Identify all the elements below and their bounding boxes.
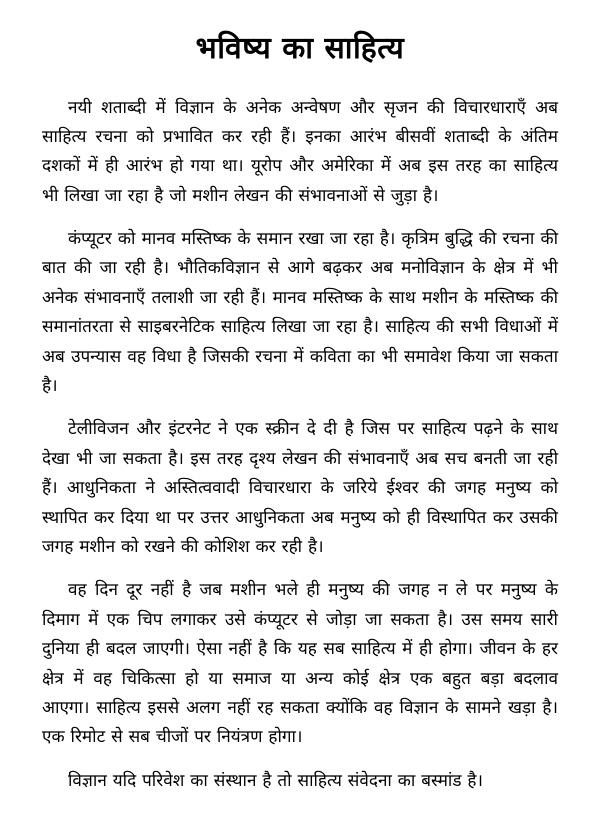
- paragraph: कंप्यूटर को मानव मस्तिष्क के समान रखा जा रहा है। कृत्रिम बुद्धि की रचना की बात की जा रही है। भौतिकविज्ञान से आगे बढ़कर अब मनोविज्ञान के क्षेत्र में भी अनेक संभावनाएँ तलाशी जा रही हैं। मानव मस्तिष्क के साथ मशीन के मस्तिष्क की समानांतरता से साइबरनेटिक साहित्य लिखा जा रहा है। साहित्य की सभी विधाओं में अब उपन्यास वह विधा है जिसकी रचना में कविता का भी समावेश किया जा सकता है।: [42, 229, 558, 397]
- paragraph: विज्ञान यदि परिवेश का संस्थान है तो साहित्य संवेदना का बस्मांड है।: [68, 770, 483, 791]
- paragraph: वह दिन दूर नहीं है जब मशीन भले ही मनुष्य की जगह न ले पर मनुष्य के दिमाग में एक चिप लगाकर उसे कंप्यूटर से जोड़ा जा सकता है। उस समय सारी दुनिया ही बदल जाएगी। ऐसा नहीं है कि यह सब साहित्य में ही होगा। जीवन के हर क्षेत्र में वह चिकित्सा हो या समाज या अन्य कोई क्षेत्र एक बहुत बड़ा बदलाव आएगा। साहित्य इससे अलग नहीं रह सकता क्योंकि वह विज्ञान के सामने खड़ा है। एक रिमोट से सब चीजों पर नियंत्रण होगा।: [42, 580, 558, 748]
- paragraph: नयी शताब्दी में विज्ञान के अनेक अन्वेषण और सृजन की विचारधाराएँ अब साहित्य रचना को प्रभावित कर रही हैं। इनका आरंभ बीसवीं शताब्दी के अंतिम दशकों में ही आरंभ हो गया था। यूरोप और अमेरिका में अब इस तरह का साहित्य भी लिखा जा रहा है जो मशीन लेखन की संभावनाओं से जुड़ा है।: [42, 97, 558, 206]
- paragraph: टेलीविजन और इंटरनेट ने एक स्क्रीन दे दी है जिस पर साहित्य पढ़ने के साथ देखा भी जा सकता है। इस तरह दृश्य लेखन की संभावनाएँ अब सच बनती जा रही हैं। आधुनिकता ने अस्तित्ववादी विचारधारा के जरिये ईश्वर की जगह मनुष्य को स्थापित कर दिया था पर उत्तर आधुनिकता अब मनुष्य को ही विस्थापित कर उसकी जगह मशीन को रखने की कोशिश कर रही है।: [42, 419, 558, 557]
- page-title: भविष्य का साहित्य: [195, 31, 405, 66]
- document-body: [42, 94, 558, 797]
